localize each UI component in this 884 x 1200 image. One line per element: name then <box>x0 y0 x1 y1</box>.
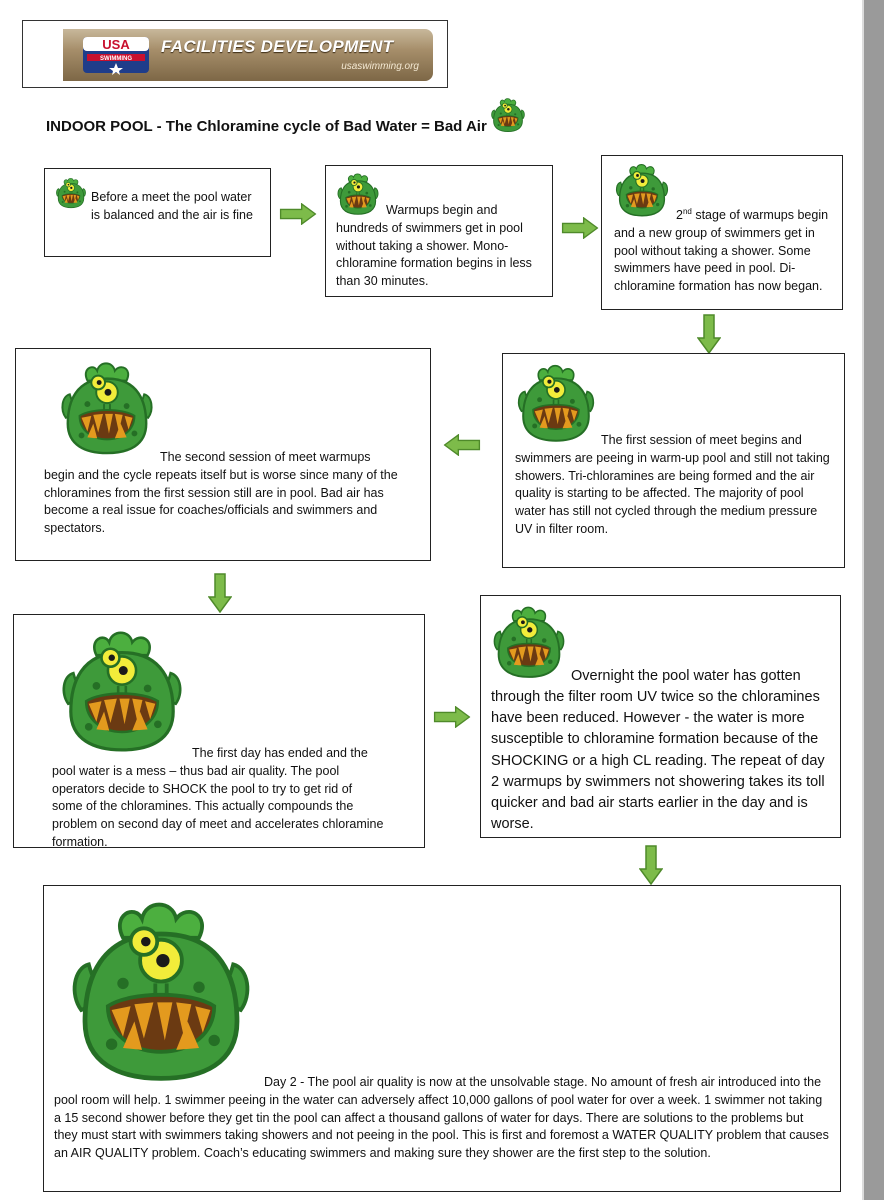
step-4-text: The first session of meet begins and swimmers are peeing in warm-up pool and still not taking showers. Tri-chloramines are being formed and the air quality is starting to be affected. The majority of pool water has still not cycled through the medium pressure UV in filter room. <box>515 433 830 536</box>
usa-swimming-logo <box>81 35 151 75</box>
arrow-down-icon <box>697 314 721 354</box>
svg-text:SWIMMING: SWIMMING <box>100 56 132 62</box>
arrow-right-icon <box>560 217 600 239</box>
step-5-box <box>15 348 431 561</box>
arrow-down-icon <box>639 845 663 885</box>
step-8-text: Day 2 - The pool air quality is now at the unsolvable stage. No amount of fresh air introduced into the pool room will help. 1 swimmer peeing in the water can adversely affect 10,000 gallons of pool water for over a week. 1 swimmer not taking a 15 second shower before they get tin the pool can affect a thousand gallons of water for days. There are solutions to the problems but they must start with swimmers taking showers and not peeing in the pool. This is first and foremost a WATER QUALITY problem that causes an AIR QUALITY problem. Coach’s educating swimmers and making sure they shower are the first step to the solution. <box>54 1075 829 1160</box>
chloramine-monster-icon <box>491 604 567 680</box>
banner-title: FACILITIES DEVELOPMENT <box>161 37 394 56</box>
step-5-text: The second session of meet warmups begin and the cycle repeats itself but is worse since many of the chloramines from the first session still are in pool. Bad air has become a real issue for coaches/officials and swimmers and spectators. <box>44 450 398 535</box>
chloramine-monster-icon <box>55 177 87 209</box>
svg-text:USA: USA <box>102 37 130 52</box>
scrollbar[interactable] <box>864 0 884 1200</box>
step-1-box <box>44 168 271 257</box>
step-3-box <box>601 155 843 310</box>
banner-url: usaswimming.org <box>341 61 419 72</box>
arrow-right-icon <box>278 203 318 225</box>
arrow-left-icon <box>442 434 482 456</box>
arrow-right-icon <box>432 706 472 728</box>
chloramine-monster-icon <box>614 162 670 218</box>
chloramine-monster-icon <box>336 172 380 216</box>
step-7-box <box>480 595 841 838</box>
arrow-down-icon <box>208 573 232 613</box>
step-6-box <box>13 614 425 848</box>
chloramine-monster-icon <box>515 362 597 444</box>
step-7-text: Overnight the pool water has gotten through the filter room UV twice so the chloramines have been reduced. However - the water is more susceptible to chloramine formation because of the SHOCKING or a high CL reading. The repeat of day 2 warmups by swimmers not showering takes its toll quicker and bad air starts earlier in the day and is worse. <box>491 668 825 833</box>
header-banner <box>63 29 433 81</box>
page-title: INDOOR POOL - The Chloramine cycle of Bad Water = Bad Air <box>46 118 487 135</box>
step-6-text: The first day has ended and the pool water is a mess – thus bad air quality. The pool operators decide to SHOCK the pool to try to get rid of some of the chloramines. This actually compounds the problem on second day of meet and accelerates chloramine formation. <box>52 746 384 849</box>
chloramine-monster-icon <box>66 896 256 1086</box>
chloramine-monster-icon <box>58 627 186 755</box>
header-banner-frame <box>22 20 448 88</box>
step-1-text: Before a meet the pool water is balanced and the air is fine <box>91 190 253 222</box>
step-2-text: Warmups begin and hundreds of swimmers get in pool without taking a shower. Mono-chloramine formation begins in less than 30 minutes. <box>336 203 532 288</box>
chloramine-monster-icon <box>58 359 156 457</box>
step-8-box <box>43 885 841 1192</box>
chloramine-monster-icon <box>490 96 526 134</box>
step-2-box <box>325 165 553 297</box>
step-3-ordinal: 2 <box>676 208 683 223</box>
step-4-box <box>502 353 845 568</box>
step-3-ordinal-suffix: nd <box>682 207 692 216</box>
step-3-body: stage of warmups begin and a new group of swimmers get in pool without taking a shower. Some swimmers have peed in pool. Di-chloramine formation has now began. <box>614 208 829 294</box>
